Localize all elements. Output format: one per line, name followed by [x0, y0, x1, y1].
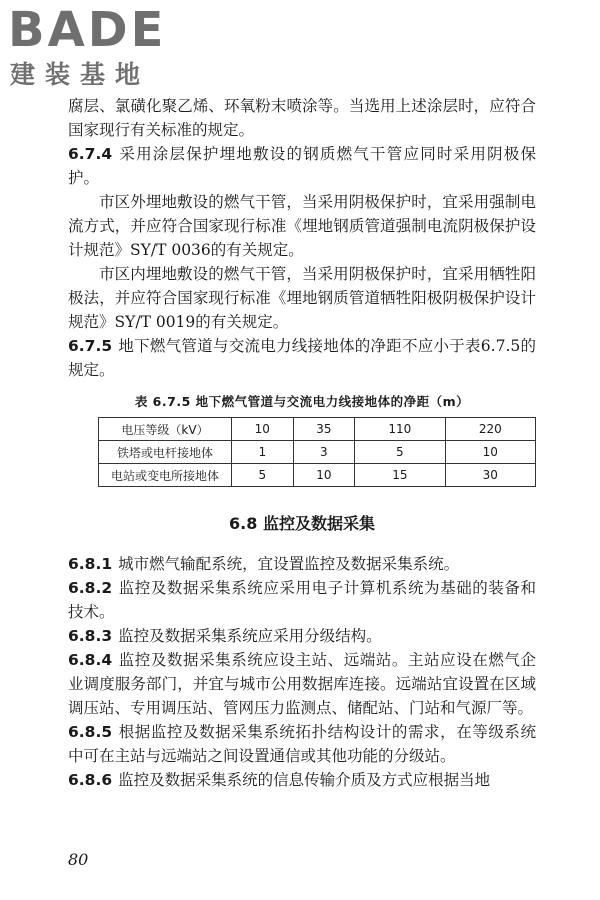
clause-text: 地下燃气管道与交流电力线接地体的净距不应小于表6.7.5的规定。	[68, 337, 536, 379]
page-content	[68, 94, 536, 792]
paragraph-outer-city: 市区外埋地敷设的燃气干管，当采用阴极保护时，宜采用强制电流方式，并应符合国家现行标准《埋地钢质管道强制电流阴极保护设计规范》SY/T 0036的有关规定。	[68, 193, 536, 259]
clause-6-8-2	[68, 576, 536, 624]
clause-6-8-3	[68, 624, 536, 648]
table-cell: 10	[293, 464, 355, 487]
logo-brand: BADE	[8, 2, 167, 58]
clause-6-8-5	[68, 720, 536, 768]
table-cell: 5	[232, 464, 294, 487]
clause-6-8-1	[68, 552, 536, 576]
table-cell: 15	[355, 464, 445, 487]
clause-6-7-4	[68, 142, 536, 190]
table-cell: 110	[355, 418, 445, 441]
clause-text: 监控及数据采集系统的信息传输介质及方式应根据当地	[118, 771, 491, 789]
clause-text: 根据监控及数据采集系统拓扑结构设计的需求，在等级系统中可在主站与远端站之间设置通信或其他功能的分级站。	[68, 723, 536, 765]
table-cell: 5	[355, 441, 445, 464]
clause-number: 6.8.4	[68, 651, 113, 669]
table-cell: 35	[293, 418, 355, 441]
table-cell: 30	[445, 464, 535, 487]
clause-text: 城市燃气输配系统，宜设置监控及数据采集系统。	[118, 555, 460, 573]
table-cell: 10	[232, 418, 294, 441]
table-cell: 3	[293, 441, 355, 464]
clause-text: 监控及数据采集系统应采用分级结构。	[118, 627, 382, 645]
clause-number: 6.8.1	[68, 555, 113, 573]
page-number: 80	[68, 850, 89, 869]
table-row	[99, 418, 536, 441]
logo	[8, 4, 178, 92]
table-cell: 电压等级（kV）	[99, 418, 232, 441]
clause-text: 采用涂层保护埋地敷设的钢质燃气干管应同时采用阴极保护。	[68, 145, 536, 187]
clause-6-8-6	[68, 768, 536, 792]
table-cell: 10	[445, 441, 535, 464]
clause-text: 监控及数据采集系统应设主站、远端站。主站应设在燃气企业调度服务部门，并宜与城市公用数据库连接。远端站宜设置在区域调压站、专用调压站、管网压力监测点、储配站、门站和气源厂等。	[68, 651, 536, 717]
table-row	[99, 441, 536, 464]
paragraph-inner-city: 市区内埋地敷设的燃气干管，当采用阴极保护时，宜采用牺牲阳极法，并应符合国家现行标准《埋地钢质管道牺牲阳极阴极保护设计规范》SY/T 0019的有关规定。	[68, 265, 536, 331]
clause-6-7-5	[68, 334, 536, 382]
clause-text: 监控及数据采集系统应采用电子计算机系统为基础的装备和技术。	[68, 579, 536, 621]
clause-number: 6.8.6	[68, 771, 113, 789]
table-cell: 220	[445, 418, 535, 441]
paragraph-continued	[68, 94, 536, 142]
clause-number: 6.8.2	[68, 579, 113, 597]
paragraph-text: 腐层、氯磺化聚乙烯、环氧粉末喷涂等。当选用上述涂层时，应符合国家现行有关标准的规定。	[68, 97, 536, 139]
clause-number: 6.7.5	[68, 337, 113, 355]
table-row	[99, 464, 536, 487]
clause-number: 6.7.4	[68, 145, 113, 163]
table-cell: 1	[232, 441, 294, 464]
table-caption: 表 6.7.5 地下燃气管道与交流电力线接地体的净距（m）	[134, 394, 470, 409]
section-heading: 6.8 监控及数据采集	[229, 514, 375, 533]
distance-table	[98, 417, 536, 487]
table-cell: 铁塔或电杆接地体	[99, 441, 232, 464]
clause-number: 6.8.3	[68, 627, 113, 645]
clause-number: 6.8.5	[68, 723, 113, 741]
logo-subtitle: 建装基地	[10, 60, 151, 89]
table-cell: 电站或变电所接地体	[99, 464, 232, 487]
clause-6-8-4	[68, 648, 536, 720]
